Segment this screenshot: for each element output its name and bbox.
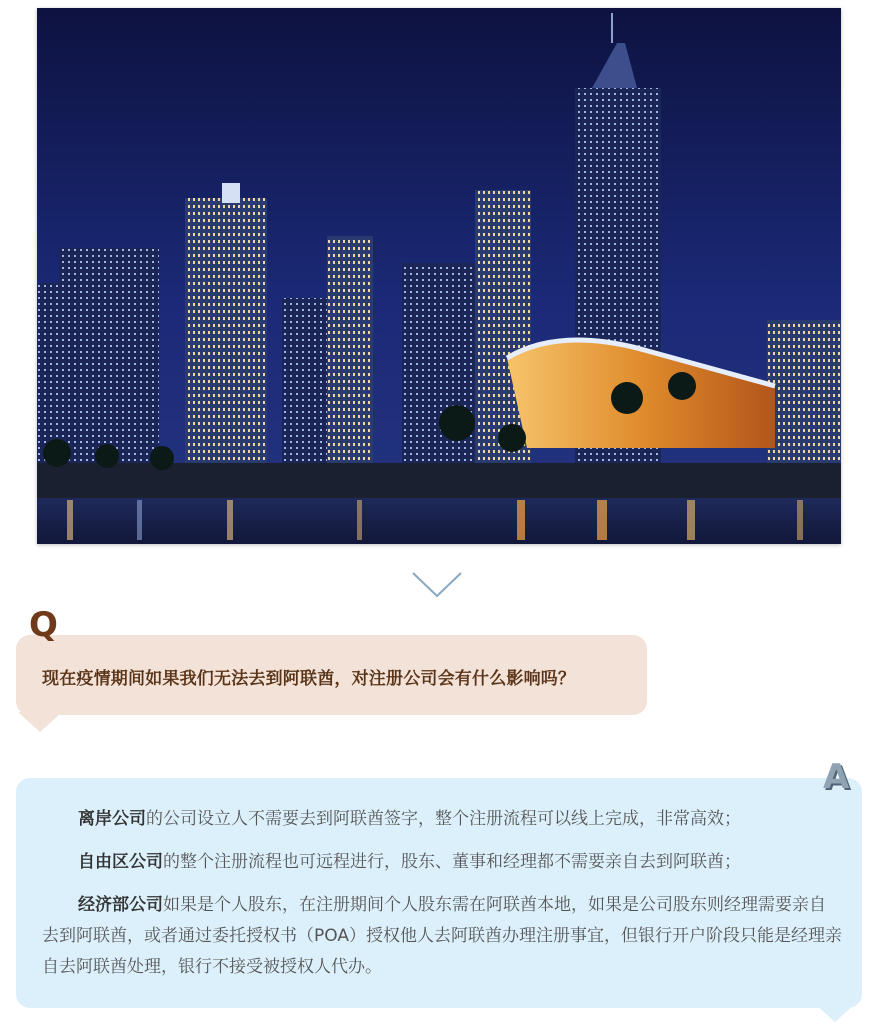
answer-paragraph-freezone <box>42 847 842 878</box>
company-type-label: 经济部公司 <box>78 895 163 915</box>
paragraph-text: 的公司设立人不需要去到阿联酋签字，整个注册流程可以线上完成，非常高效； <box>146 809 741 829</box>
hero-image <box>37 8 841 544</box>
question-bubble-tail <box>18 712 62 732</box>
company-type-label: 离岸公司 <box>78 809 146 829</box>
question-marker: Q <box>29 605 58 645</box>
company-type-label: 自由区公司 <box>78 852 163 872</box>
answer-paragraph-mainland <box>42 890 842 983</box>
answer-bubble-tail <box>815 1004 855 1022</box>
chevron-down-icon <box>411 571 463 599</box>
answer-paragraph-offshore <box>42 804 842 835</box>
paragraph-text: 的整个注册流程也可远程进行，股东、董事和经理都不需要亲自去到阿联酋； <box>163 852 741 872</box>
paragraph-text: 如果是个人股东，在注册期间个人股东需在阿联酋本地，如果是公司股东则经理需要亲自去到阿联酋，或者通过委托授权书（POA）授权他人去阿联酋办理注册事宜，但银行开户阶段只能是经理亲自去阿联酋处理，银行不接受被授权人代办。 <box>42 895 842 977</box>
answer-marker: A <box>823 757 850 797</box>
dubai-skyline-illustration <box>37 8 841 544</box>
question-text: 现在疫情期间如果我们无法去到阿联酋，对注册公司会有什么影响吗？ <box>42 669 576 689</box>
answer-body <box>42 804 842 995</box>
